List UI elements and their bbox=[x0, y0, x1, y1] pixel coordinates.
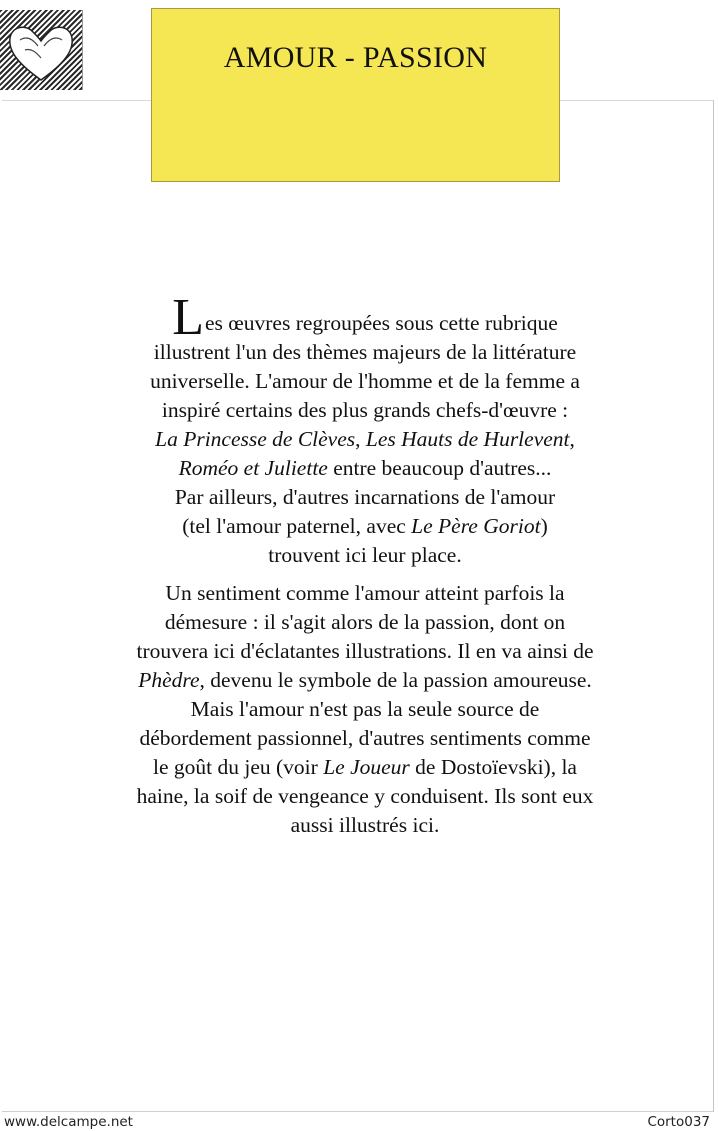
title-italic: Roméo et Juliette bbox=[178, 456, 328, 480]
title-italic: Le Père Goriot bbox=[411, 514, 541, 538]
text-line bbox=[90, 724, 640, 753]
text-run: de Dostoïevski), la bbox=[409, 755, 577, 779]
text-line bbox=[90, 695, 640, 724]
text-run: trouvent ici leur place. bbox=[268, 543, 462, 567]
footer-source: www.delcampe.net bbox=[4, 1114, 133, 1130]
drop-cap: L bbox=[172, 289, 204, 346]
text-run: Mais l'amour n'est pas la seule source de bbox=[190, 697, 540, 721]
text-run: le goût du jeu (voir bbox=[153, 755, 324, 779]
text-line bbox=[90, 608, 640, 637]
title-italic: La Princesse de Clèves bbox=[155, 427, 356, 451]
text-line bbox=[90, 425, 640, 454]
text-run: démesure : il s'agit alors de la passion, dont on bbox=[164, 610, 566, 634]
text-run: haine, la soif de vengeance y conduisent. Ils sont eux bbox=[136, 784, 594, 808]
text-run: Un sentiment comme l'amour atteint parfois la bbox=[165, 581, 565, 605]
text-line bbox=[90, 289, 640, 346]
text-run: , devenu le symbole de la passion amoureuse. bbox=[199, 668, 592, 692]
text-run: débordement passionnel, d'autres sentiments comme bbox=[139, 726, 591, 750]
title-italic: Les Hauts de Hurlevent bbox=[365, 427, 570, 451]
text-line bbox=[90, 396, 640, 425]
text-line bbox=[90, 782, 640, 811]
text-line bbox=[90, 637, 640, 666]
text-line bbox=[90, 367, 640, 396]
page-title: AMOUR - PASSION bbox=[223, 41, 488, 74]
body-text bbox=[90, 289, 640, 840]
paragraph-2 bbox=[90, 579, 640, 840]
text-line bbox=[90, 541, 640, 570]
text-line bbox=[90, 811, 640, 840]
text-run: (tel l'amour paternel, avec bbox=[182, 514, 412, 538]
paragraph-1 bbox=[90, 289, 640, 570]
title-banner bbox=[151, 8, 560, 182]
text-run: trouvera ici d'éclatantes illustrations. Il en va ainsi de bbox=[136, 639, 594, 663]
text-run: universelle. L'amour de l'homme et de la femme a bbox=[150, 369, 580, 393]
text-line bbox=[90, 454, 640, 483]
text-line bbox=[90, 483, 640, 512]
text-run: inspiré certains des plus grands chefs-d'œuvre : bbox=[161, 398, 569, 422]
text-run: entre beaucoup d'autres... bbox=[327, 456, 552, 480]
text-run: illustrent l'un des thèmes majeurs de la littérature bbox=[153, 340, 577, 364]
text-line bbox=[90, 512, 640, 541]
heart-hands-icon bbox=[0, 10, 83, 90]
text-line bbox=[90, 753, 640, 782]
footer-user: Corto037 bbox=[647, 1114, 710, 1130]
text-run: ) bbox=[540, 514, 548, 538]
text-line bbox=[90, 338, 640, 367]
text-run: es œuvres regroupées sous cette rubrique bbox=[204, 311, 558, 335]
text-run: Par ailleurs, d'autres incarnations de l'amour bbox=[174, 485, 556, 509]
text-line bbox=[90, 579, 640, 608]
text-run: aussi illustrés ici. bbox=[290, 813, 440, 837]
text-line bbox=[90, 666, 640, 695]
text-run: , bbox=[569, 427, 575, 451]
title-italic: Phèdre bbox=[138, 668, 200, 692]
title-italic: Le Joueur bbox=[323, 755, 410, 779]
text-run: , bbox=[355, 427, 366, 451]
